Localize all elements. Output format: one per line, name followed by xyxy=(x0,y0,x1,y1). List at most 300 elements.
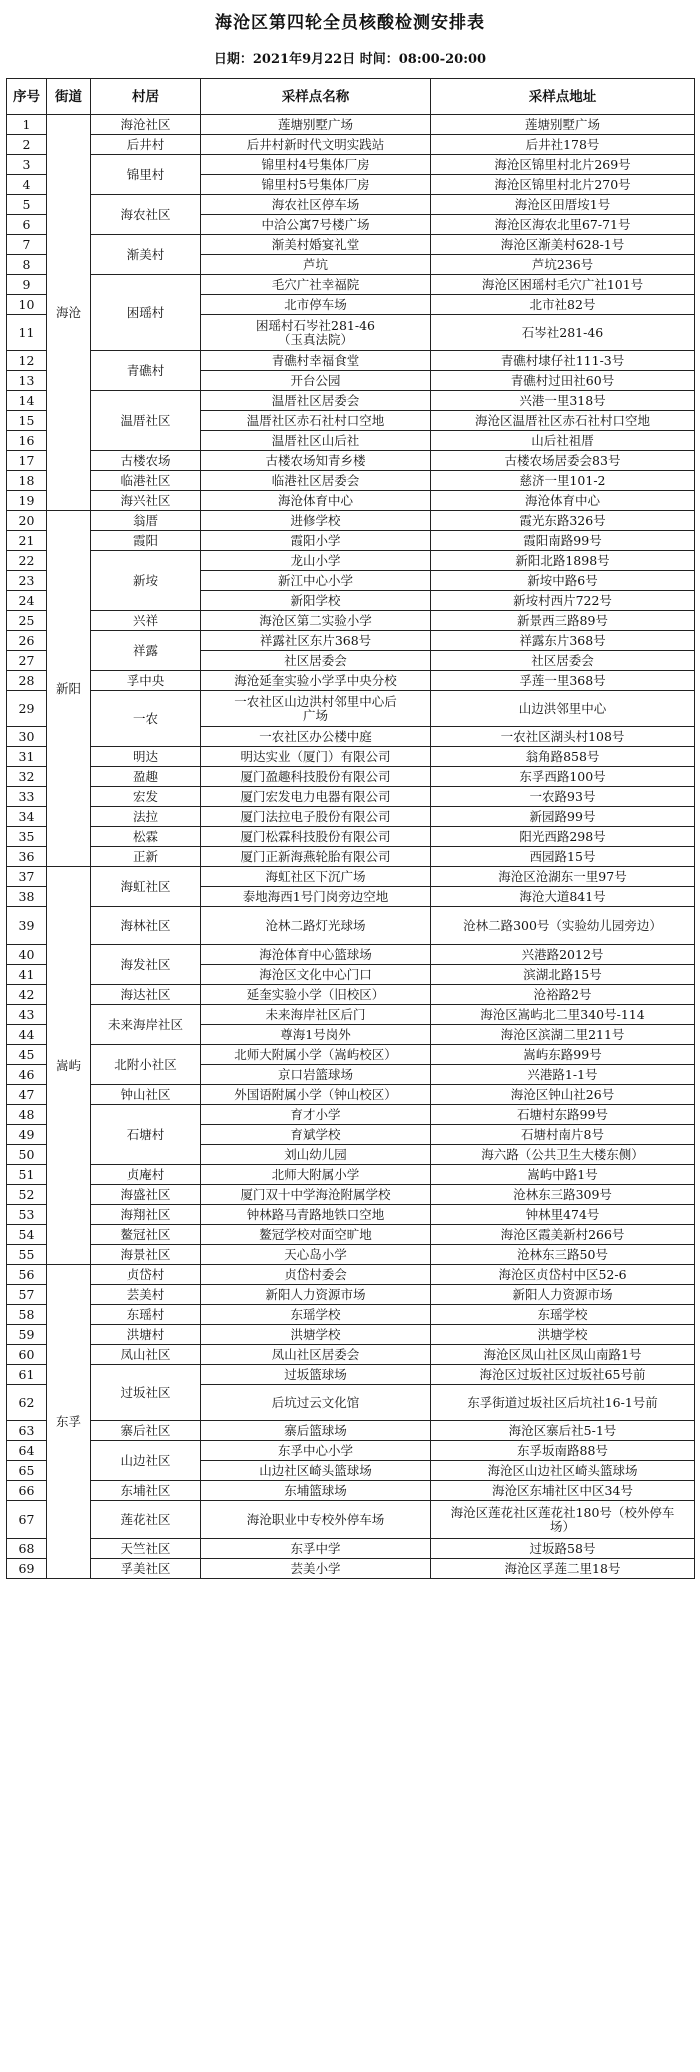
row-number: 59 xyxy=(7,1325,47,1345)
table-row xyxy=(7,1005,695,1025)
row-number: 22 xyxy=(7,551,47,571)
site-address-cell: 莲塘别墅广场 xyxy=(431,115,695,135)
row-number: 15 xyxy=(7,411,47,431)
row-number: 27 xyxy=(7,651,47,671)
village-cell: 天竺社区 xyxy=(91,1539,201,1559)
site-name-cell: 厦门法拉电子股份有限公司 xyxy=(201,807,431,827)
row-number: 1 xyxy=(7,115,47,135)
site-address-cell: 沧林东三路50号 xyxy=(431,1245,695,1265)
site-address-cell: 钟林里474号 xyxy=(431,1205,695,1225)
site-name-cell: 凤山社区居委会 xyxy=(201,1345,431,1365)
site-name-cell: 一农社区办公楼中庭 xyxy=(201,727,431,747)
site-address-cell: 山边洪邻里中心 xyxy=(431,691,695,727)
row-number: 50 xyxy=(7,1145,47,1165)
row-number: 52 xyxy=(7,1185,47,1205)
table-row xyxy=(7,945,695,965)
row-number: 19 xyxy=(7,491,47,511)
village-cell: 过坂社区 xyxy=(91,1365,201,1421)
site-name-cell: 渐美村婚宴礼堂 xyxy=(201,235,431,255)
site-name-cell: 海农社区停车场 xyxy=(201,195,431,215)
site-address-cell: 过坂路58号 xyxy=(431,1539,695,1559)
village-cell: 兴祥 xyxy=(91,611,201,631)
site-name-cell: 北市停车场 xyxy=(201,295,431,315)
row-number: 4 xyxy=(7,175,47,195)
row-number: 67 xyxy=(7,1501,47,1539)
site-address-cell: 海沧区过坂社区过坂社65号前 xyxy=(431,1365,695,1385)
site-name-cell: 青礁村幸福食堂 xyxy=(201,351,431,371)
site-name-cell: 东埔篮球场 xyxy=(201,1481,431,1501)
table-row xyxy=(7,787,695,807)
site-address-cell: 北市社82号 xyxy=(431,295,695,315)
row-number: 32 xyxy=(7,767,47,787)
site-address-cell: 新阳人力资源市场 xyxy=(431,1285,695,1305)
site-name-cell: 鳌冠学校对面空旷地 xyxy=(201,1225,431,1245)
row-number: 36 xyxy=(7,847,47,867)
site-address-cell: 海沧区嵩屿北二里340号-114 xyxy=(431,1005,695,1025)
table-row xyxy=(7,1285,695,1305)
village-cell: 孚中央 xyxy=(91,671,201,691)
site-name-cell: 开台公园 xyxy=(201,371,431,391)
site-address-cell: 海沧区锦里村北片269号 xyxy=(431,155,695,175)
village-cell: 临港社区 xyxy=(91,471,201,491)
row-number: 44 xyxy=(7,1025,47,1045)
site-name-cell: 东瑶学校 xyxy=(201,1305,431,1325)
street-cell: 东孚 xyxy=(47,1265,91,1579)
table-row xyxy=(7,691,695,727)
site-address-cell: 海沧区莲花社区莲花社180号（校外停车 场） xyxy=(431,1501,695,1539)
site-name-cell: 厦门松霖科技股份有限公司 xyxy=(201,827,431,847)
site-name-cell: 龙山小学 xyxy=(201,551,431,571)
table-row xyxy=(7,1105,695,1125)
row-number: 23 xyxy=(7,571,47,591)
village-cell: 钟山社区 xyxy=(91,1085,201,1105)
table-row xyxy=(7,551,695,571)
row-number: 43 xyxy=(7,1005,47,1025)
village-cell: 正新 xyxy=(91,847,201,867)
site-address-cell: 东孚街道过坂社区后坑社16-1号前 xyxy=(431,1385,695,1421)
table-row xyxy=(7,235,695,255)
site-name-cell: 泰地海西1号门岗旁边空地 xyxy=(201,887,431,907)
site-address-cell: 海沧区温厝社区赤石社村口空地 xyxy=(431,411,695,431)
row-number: 31 xyxy=(7,747,47,767)
site-address-cell: 东孚坂南路88号 xyxy=(431,1441,695,1461)
site-address-cell: 孚莲一里368号 xyxy=(431,671,695,691)
site-name-cell: 锦里村5号集体厂房 xyxy=(201,175,431,195)
row-number: 54 xyxy=(7,1225,47,1245)
village-cell: 未来海岸社区 xyxy=(91,1005,201,1045)
row-number: 55 xyxy=(7,1245,47,1265)
site-address-cell: 海六路（公共卫生大楼东侧） xyxy=(431,1145,695,1165)
row-number: 68 xyxy=(7,1539,47,1559)
site-address-cell: 兴港路1-1号 xyxy=(431,1065,695,1085)
table-row xyxy=(7,1245,695,1265)
site-name-cell: 山边社区崎头篮球场 xyxy=(201,1461,431,1481)
table-row xyxy=(7,491,695,511)
site-address-cell: 沧林东三路309号 xyxy=(431,1185,695,1205)
site-name-cell: 温厝社区居委会 xyxy=(201,391,431,411)
header-number: 序号 xyxy=(7,79,47,115)
table-row xyxy=(7,531,695,551)
table-row xyxy=(7,747,695,767)
row-number: 37 xyxy=(7,867,47,887)
site-address-cell: 海沧区东埔社区中区34号 xyxy=(431,1481,695,1501)
site-address-cell: 兴港路2012号 xyxy=(431,945,695,965)
site-name-cell: 新阳人力资源市场 xyxy=(201,1285,431,1305)
table-row xyxy=(7,351,695,371)
site-address-cell: 东孚西路100号 xyxy=(431,767,695,787)
table-row xyxy=(7,1265,695,1285)
site-address-cell: 兴港一里318号 xyxy=(431,391,695,411)
row-number: 64 xyxy=(7,1441,47,1461)
village-cell: 翁厝 xyxy=(91,511,201,531)
site-address-cell: 霞光东路326号 xyxy=(431,511,695,531)
row-number: 66 xyxy=(7,1481,47,1501)
site-address-cell: 一农社区湖头村108号 xyxy=(431,727,695,747)
row-number: 61 xyxy=(7,1365,47,1385)
village-cell: 后井村 xyxy=(91,135,201,155)
site-address-cell: 西园路15号 xyxy=(431,847,695,867)
header-street: 街道 xyxy=(47,79,91,115)
table-row xyxy=(7,807,695,827)
village-cell: 海发社区 xyxy=(91,945,201,985)
table-row xyxy=(7,1345,695,1365)
row-number: 7 xyxy=(7,235,47,255)
table-body xyxy=(7,115,695,1579)
village-cell: 海林社区 xyxy=(91,907,201,945)
table-row xyxy=(7,671,695,691)
row-number: 63 xyxy=(7,1421,47,1441)
site-address-cell: 慈济一里101-2 xyxy=(431,471,695,491)
row-number: 10 xyxy=(7,295,47,315)
site-address-cell: 霞阳南路99号 xyxy=(431,531,695,551)
site-name-cell: 霞阳小学 xyxy=(201,531,431,551)
site-address-cell: 海沧区渐美村628-1号 xyxy=(431,235,695,255)
site-name-cell: 芸美小学 xyxy=(201,1559,431,1579)
site-name-cell: 海沧区文化中心门口 xyxy=(201,965,431,985)
site-name-cell: 明达实业（厦门）有限公司 xyxy=(201,747,431,767)
site-address-cell: 翁角路858号 xyxy=(431,747,695,767)
site-name-cell: 寨后篮球场 xyxy=(201,1421,431,1441)
table-row xyxy=(7,451,695,471)
site-name-cell: 育才小学 xyxy=(201,1105,431,1125)
table-row xyxy=(7,1559,695,1579)
village-cell: 洪塘村 xyxy=(91,1325,201,1345)
site-name-cell: 北师大附属小学 xyxy=(201,1165,431,1185)
row-number: 60 xyxy=(7,1345,47,1365)
site-name-cell: 贞岱村委会 xyxy=(201,1265,431,1285)
site-name-cell: 海虹社区下沉广场 xyxy=(201,867,431,887)
site-name-cell: 海沧体育中心 xyxy=(201,491,431,511)
site-address-cell: 海沧区海农北里67-71号 xyxy=(431,215,695,235)
village-cell: 海景社区 xyxy=(91,1245,201,1265)
site-name-cell: 古楼农场知青乡楼 xyxy=(201,451,431,471)
site-address-cell: 海沧区山边社区崎头篮球场 xyxy=(431,1461,695,1481)
row-number: 57 xyxy=(7,1285,47,1305)
table-row xyxy=(7,611,695,631)
village-cell: 宏发 xyxy=(91,787,201,807)
table-row xyxy=(7,391,695,411)
table-row xyxy=(7,867,695,887)
table-row xyxy=(7,1441,695,1461)
row-number: 58 xyxy=(7,1305,47,1325)
row-number: 18 xyxy=(7,471,47,491)
site-address-cell: 沧林二路300号（实验幼儿园旁边） xyxy=(431,907,695,945)
village-cell: 锦里村 xyxy=(91,155,201,195)
site-address-cell: 新阳北路1898号 xyxy=(431,551,695,571)
site-name-cell: 温厝社区山后社 xyxy=(201,431,431,451)
table-row xyxy=(7,1421,695,1441)
site-address-cell: 海沧区锦里村北片270号 xyxy=(431,175,695,195)
site-address-cell: 海沧大道841号 xyxy=(431,887,695,907)
site-address-cell: 滨湖北路15号 xyxy=(431,965,695,985)
header-site-address: 采样点地址 xyxy=(431,79,695,115)
row-number: 9 xyxy=(7,275,47,295)
village-cell: 海翔社区 xyxy=(91,1205,201,1225)
table-row xyxy=(7,985,695,1005)
row-number: 51 xyxy=(7,1165,47,1185)
village-cell: 莲花社区 xyxy=(91,1501,201,1539)
site-address-cell: 海沧体育中心 xyxy=(431,491,695,511)
village-cell: 山边社区 xyxy=(91,1441,201,1481)
site-name-cell: 海沧延奎实验小学孚中央分校 xyxy=(201,671,431,691)
site-name-cell: 后井村新时代文明实践站 xyxy=(201,135,431,155)
row-number: 69 xyxy=(7,1559,47,1579)
site-name-cell: 北师大附属小学（嵩屿校区） xyxy=(201,1045,431,1065)
row-number: 47 xyxy=(7,1085,47,1105)
village-cell: 一农 xyxy=(91,691,201,747)
row-number: 30 xyxy=(7,727,47,747)
village-cell: 海兴社区 xyxy=(91,491,201,511)
village-cell: 孚美社区 xyxy=(91,1559,201,1579)
site-address-cell: 海沧区田厝垵1号 xyxy=(431,195,695,215)
site-name-cell: 社区居委会 xyxy=(201,651,431,671)
table-row xyxy=(7,275,695,295)
row-number: 33 xyxy=(7,787,47,807)
village-cell: 新垵 xyxy=(91,551,201,611)
table-header-row xyxy=(7,79,695,115)
row-number: 8 xyxy=(7,255,47,275)
site-address-cell: 海沧区凤山社区凤山南路1号 xyxy=(431,1345,695,1365)
site-name-cell: 厦门正新海燕轮胎有限公司 xyxy=(201,847,431,867)
row-number: 35 xyxy=(7,827,47,847)
village-cell: 芸美村 xyxy=(91,1285,201,1305)
row-number: 41 xyxy=(7,965,47,985)
site-address-cell: 古楼农场居委会83号 xyxy=(431,451,695,471)
site-name-cell: 东孚中心小学 xyxy=(201,1441,431,1461)
site-name-cell: 海沧区第二实验小学 xyxy=(201,611,431,631)
village-cell: 明达 xyxy=(91,747,201,767)
table-row xyxy=(7,1325,695,1345)
site-address-cell: 海沧区沧湖东一里97号 xyxy=(431,867,695,887)
village-cell: 海农社区 xyxy=(91,195,201,235)
row-number: 21 xyxy=(7,531,47,551)
site-address-cell: 新景西三路89号 xyxy=(431,611,695,631)
table-row xyxy=(7,1045,695,1065)
village-cell: 北附小社区 xyxy=(91,1045,201,1085)
row-number: 39 xyxy=(7,907,47,945)
table-row xyxy=(7,1205,695,1225)
site-name-cell: 新阳学校 xyxy=(201,591,431,611)
site-name-cell: 温厝社区赤石社村口空地 xyxy=(201,411,431,431)
row-number: 24 xyxy=(7,591,47,611)
village-cell: 海沧社区 xyxy=(91,115,201,135)
table-row xyxy=(7,1305,695,1325)
village-cell: 盈趣 xyxy=(91,767,201,787)
site-address-cell: 新垵村西片722号 xyxy=(431,591,695,611)
site-address-cell: 山后社祖厝 xyxy=(431,431,695,451)
site-address-cell: 青礁村过田社60号 xyxy=(431,371,695,391)
site-name-cell: 洪塘学校 xyxy=(201,1325,431,1345)
village-cell: 海盛社区 xyxy=(91,1185,201,1205)
site-address-cell: 沧裕路2号 xyxy=(431,985,695,1005)
site-name-cell: 厦门盈趣科技股份有限公司 xyxy=(201,767,431,787)
table-row xyxy=(7,847,695,867)
row-number: 5 xyxy=(7,195,47,215)
village-cell: 法拉 xyxy=(91,807,201,827)
row-number: 6 xyxy=(7,215,47,235)
site-address-cell: 石塘村东路99号 xyxy=(431,1105,695,1125)
site-address-cell: 洪塘学校 xyxy=(431,1325,695,1345)
site-address-cell: 新园路99号 xyxy=(431,807,695,827)
site-name-cell: 进修学校 xyxy=(201,511,431,531)
table-row xyxy=(7,1481,695,1501)
village-cell: 渐美村 xyxy=(91,235,201,275)
table-row xyxy=(7,907,695,945)
village-cell: 青礁村 xyxy=(91,351,201,391)
row-number: 11 xyxy=(7,315,47,351)
site-address-cell: 海沧区寨后社5-1号 xyxy=(431,1421,695,1441)
row-number: 2 xyxy=(7,135,47,155)
street-cell: 嵩屿 xyxy=(47,867,91,1265)
row-number: 26 xyxy=(7,631,47,651)
table-row xyxy=(7,135,695,155)
row-number: 29 xyxy=(7,691,47,727)
site-address-cell: 阳光西路298号 xyxy=(431,827,695,847)
row-number: 14 xyxy=(7,391,47,411)
site-address-cell: 芦坑236号 xyxy=(431,255,695,275)
site-address-cell: 一农路93号 xyxy=(431,787,695,807)
site-address-cell: 社区居委会 xyxy=(431,651,695,671)
row-number: 28 xyxy=(7,671,47,691)
site-name-cell: 延奎实验小学（旧校区） xyxy=(201,985,431,1005)
site-address-cell: 嵩屿中路1号 xyxy=(431,1165,695,1185)
village-cell: 祥露 xyxy=(91,631,201,671)
site-name-cell: 过坂篮球场 xyxy=(201,1365,431,1385)
row-number: 17 xyxy=(7,451,47,471)
site-name-cell: 毛穴广社幸福院 xyxy=(201,275,431,295)
site-name-cell: 中洽公寓7号楼广场 xyxy=(201,215,431,235)
site-name-cell: 尊海1号岗外 xyxy=(201,1025,431,1045)
site-address-cell: 海沧区滨湖二里211号 xyxy=(431,1025,695,1045)
village-cell: 贞庵村 xyxy=(91,1165,201,1185)
village-cell: 松霖 xyxy=(91,827,201,847)
site-name-cell: 新江中心小学 xyxy=(201,571,431,591)
row-number: 25 xyxy=(7,611,47,631)
table-row xyxy=(7,767,695,787)
table-row xyxy=(7,115,695,135)
site-name-cell: 刘山幼儿园 xyxy=(201,1145,431,1165)
table-row xyxy=(7,511,695,531)
header-site-name: 采样点名称 xyxy=(201,79,431,115)
village-cell: 寨后社区 xyxy=(91,1421,201,1441)
row-number: 46 xyxy=(7,1065,47,1085)
row-number: 13 xyxy=(7,371,47,391)
site-name-cell: 祥露社区东片368号 xyxy=(201,631,431,651)
site-name-cell: 厦门宏发电力电器有限公司 xyxy=(201,787,431,807)
site-address-cell: 后井社178号 xyxy=(431,135,695,155)
site-address-cell: 海沧区钟山社26号 xyxy=(431,1085,695,1105)
site-address-cell: 海沧区霞美新村266号 xyxy=(431,1225,695,1245)
row-number: 40 xyxy=(7,945,47,965)
village-cell: 东埔社区 xyxy=(91,1481,201,1501)
table-row xyxy=(7,1501,695,1539)
site-name-cell: 厦门双十中学海沧附属学校 xyxy=(201,1185,431,1205)
site-name-cell: 莲塘别墅广场 xyxy=(201,115,431,135)
street-cell: 新阳 xyxy=(47,511,91,867)
site-name-cell: 海沧职业中专校外停车场 xyxy=(201,1501,431,1539)
site-name-cell: 后坑过云文化馆 xyxy=(201,1385,431,1421)
schedule-table xyxy=(6,78,695,1579)
row-number: 16 xyxy=(7,431,47,451)
site-name-cell: 锦里村4号集体厂房 xyxy=(201,155,431,175)
site-address-cell: 海沧区孚莲二里18号 xyxy=(431,1559,695,1579)
site-address-cell: 海沧区困瑶村毛穴广社101号 xyxy=(431,275,695,295)
site-name-cell: 钟林路马青路地铁口空地 xyxy=(201,1205,431,1225)
row-number: 45 xyxy=(7,1045,47,1065)
table-row xyxy=(7,1225,695,1245)
site-name-cell: 东孚中学 xyxy=(201,1539,431,1559)
village-cell: 困瑶村 xyxy=(91,275,201,351)
village-cell: 凤山社区 xyxy=(91,1345,201,1365)
row-number: 56 xyxy=(7,1265,47,1285)
site-address-cell: 新垵中路6号 xyxy=(431,571,695,591)
site-name-cell: 一农社区山边洪村邻里中心后 广场 xyxy=(201,691,431,727)
row-number: 42 xyxy=(7,985,47,1005)
site-name-cell: 京口岩篮球场 xyxy=(201,1065,431,1085)
row-number: 53 xyxy=(7,1205,47,1225)
village-cell: 海达社区 xyxy=(91,985,201,1005)
site-name-cell: 困瑶村石岑社281-46 （玉真法院） xyxy=(201,315,431,351)
site-name-cell: 芦坑 xyxy=(201,255,431,275)
row-number: 34 xyxy=(7,807,47,827)
row-number: 62 xyxy=(7,1385,47,1421)
site-address-cell: 祥露东片368号 xyxy=(431,631,695,651)
table-row xyxy=(7,1165,695,1185)
site-address-cell: 石塘村南片8号 xyxy=(431,1125,695,1145)
row-number: 48 xyxy=(7,1105,47,1125)
row-number: 49 xyxy=(7,1125,47,1145)
site-name-cell: 外国语附属小学（钟山校区） xyxy=(201,1085,431,1105)
site-name-cell: 沧林二路灯光球场 xyxy=(201,907,431,945)
table-row xyxy=(7,827,695,847)
site-address-cell: 海沧区贞岱村中区52-6 xyxy=(431,1265,695,1285)
village-cell: 霞阳 xyxy=(91,531,201,551)
table-row xyxy=(7,1085,695,1105)
village-cell: 鳌冠社区 xyxy=(91,1225,201,1245)
row-number: 20 xyxy=(7,511,47,531)
table-row xyxy=(7,1539,695,1559)
row-number: 3 xyxy=(7,155,47,175)
site-name-cell: 临港社区居委会 xyxy=(201,471,431,491)
table-row xyxy=(7,1185,695,1205)
table-row xyxy=(7,1365,695,1385)
table-row xyxy=(7,631,695,651)
village-cell: 贞岱村 xyxy=(91,1265,201,1285)
site-address-cell: 东瑶学校 xyxy=(431,1305,695,1325)
page-title: 海沧区第四轮全员核酸检测安排表 xyxy=(215,13,485,33)
row-number: 12 xyxy=(7,351,47,371)
site-address-cell: 青礁村埭仔社111-3号 xyxy=(431,351,695,371)
